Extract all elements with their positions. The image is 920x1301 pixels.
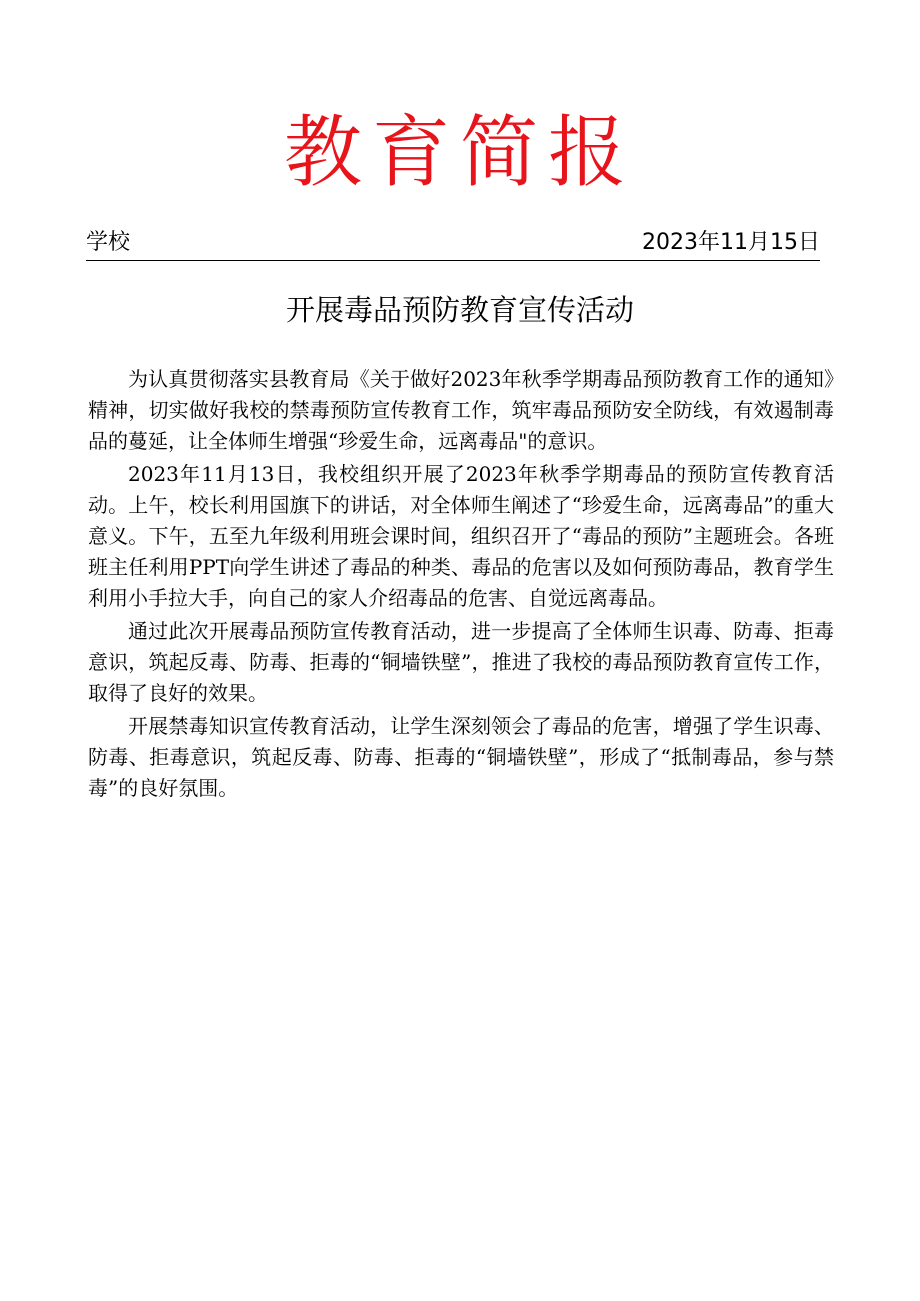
paragraph: 2023年11月13日，我校组织开展了2023年秋季学期毒品的预防宣传教育活动。上午，校长利用国旗下的讲话，对全体师生阐述了“珍爱生命，远离毒品”的重大意义。下午，五至九年级利用班会课时间，组织召开了“毒品的预防”主题班会。各班班主任利用PPT向学生讲述了毒品的种类、毒品的危害以及如何预防毒品，教育学生利用小手拉大手，向自己的家人介绍毒品的危害、自觉远离毒品。: [88, 462, 834, 610]
school-date-line: [86, 226, 820, 261]
paragraph: 开展禁毒知识宣传教育活动，让学生深刻领会了毒品的危害，增强了学生识毒、防毒、拒毒意识，筑起反毒、防毒、拒毒的“铜墙铁壁”，形成了“抵制毒品，参与禁毒”的良好氛围。: [88, 714, 834, 800]
issue-date: 2023年11月15日: [642, 230, 820, 255]
article-title: 开展毒品预防教育宣传活动: [285, 293, 634, 327]
article-body: [88, 364, 834, 806]
paragraph: 为认真贯彻落实县教育局《关于做好2023年秋季学期毒品预防教育工作的通知》精神，切实做好我校的禁毒预防宣传教育工作，筑牢毒品预防安全防线，有效遏制毒品的蔓延，让全体师生增强“珍爱生命，远离毒品"的意识。: [88, 367, 834, 453]
school-label: 学校: [86, 230, 131, 255]
paragraph: 通过此次开展毒品预防宣传教育活动，进一步提高了全体师生识毒、防毒、拒毒意识，筑起反毒、防毒、拒毒的“铜墙铁壁”，推进了我校的毒品预防教育宣传工作，取得了良好的效果。: [88, 619, 834, 705]
masthead-title: 教育简报: [283, 108, 636, 198]
